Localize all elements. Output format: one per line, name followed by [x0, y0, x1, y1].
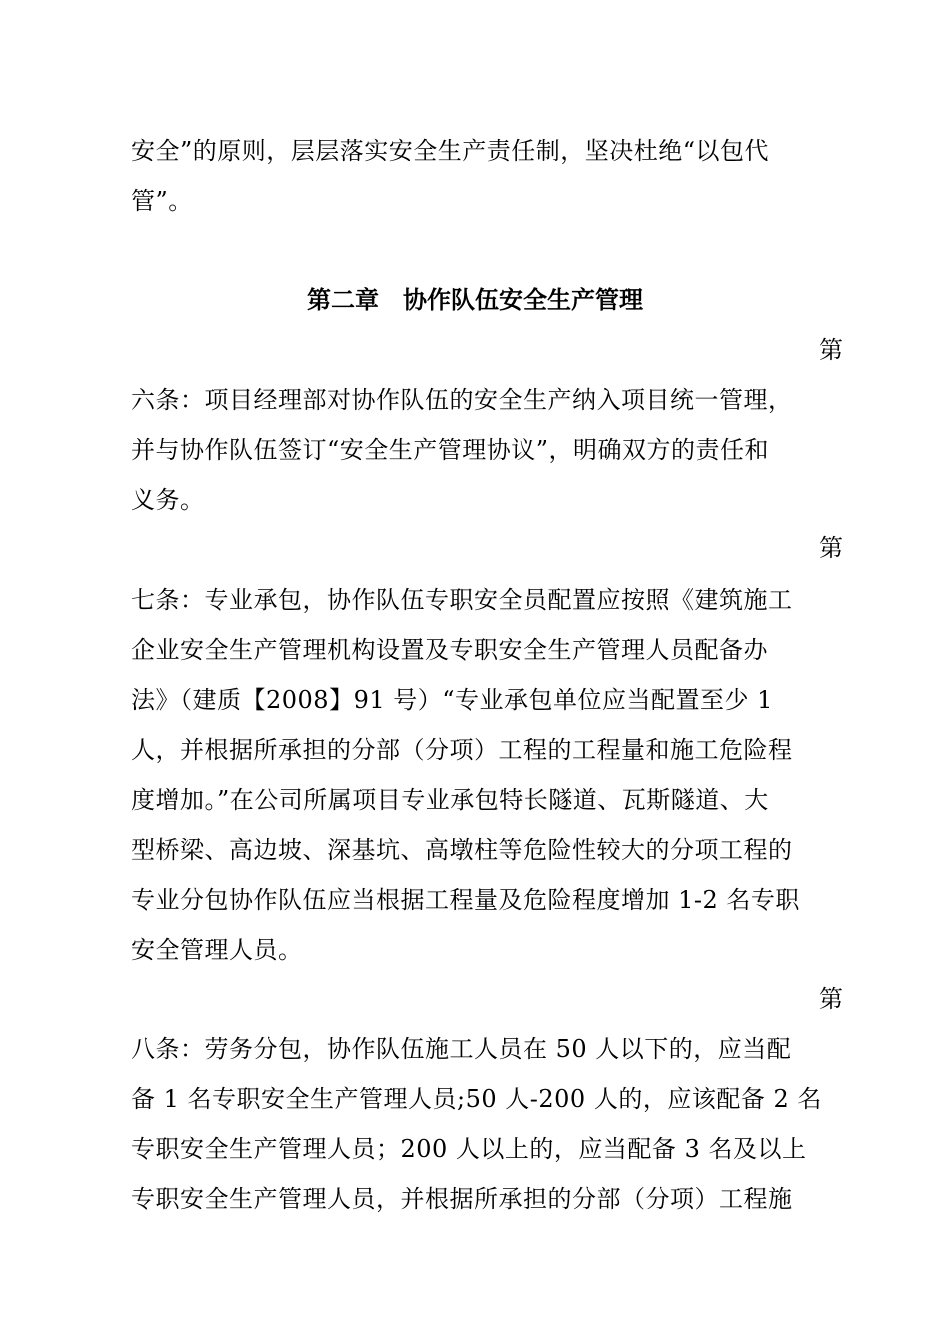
article-7-line-7: 专业分包协作队伍应当根据工程量及危险程度增加 1-2 名专职 — [131, 886, 800, 914]
article-8-line-3: 专职安全生产管理人员；200 人以上的，应当配备 3 名及以上 — [131, 1135, 807, 1163]
article-7-line-3: 法》（建质【2008】91 号）“专业承包单位应当配置至少 1 — [131, 686, 773, 714]
article-7-line-4: 人，并根据所承担的分部（分项）工程的工程量和施工危险程 — [131, 736, 793, 764]
article-8-line-2: 备 1 名专职安全生产管理人员;50 人-200 人的，应该配备 2 名 — [131, 1085, 822, 1113]
article-7-line-1: 七条：专业承包，协作队伍专职安全员配置应按照《建筑施工 — [131, 586, 793, 614]
article-7-line-5: 度增加。”在公司所属项目专业承包特长隧道、瓦斯隧道、大 — [131, 786, 769, 814]
intro-line-2: 管”。 — [131, 187, 193, 215]
article-8-line-1: 八条：劳务分包，协作队伍施工人员在 50 人以下的，应当配 — [131, 1035, 792, 1063]
article-7-line-8: 安全管理人员。 — [131, 936, 303, 964]
article-6-line-1: 六条：项目经理部对协作队伍的安全生产纳入项目统一管理， — [131, 386, 793, 414]
intro-line-1: 安全”的原则，层层落实安全生产责任制，坚决杜绝“以包代 — [131, 137, 770, 165]
article-7-line-2: 企业安全生产管理机构设置及专职安全生产管理人员配备办 — [131, 636, 768, 664]
article-6-line-3: 义务。 — [131, 486, 205, 514]
article-8-line-4: 专职安全生产管理人员，并根据所承担的分部（分项）工程施 — [131, 1185, 793, 1213]
article-8-marker: 第 — [819, 985, 843, 1013]
article-6-marker: 第 — [819, 336, 843, 364]
article-7-marker: 第 — [819, 534, 843, 562]
article-7-line-6: 型桥梁、高边坡、深基坑、高墩柱等危险性较大的分项工程的 — [131, 836, 793, 864]
chapter-title: 第二章 协作队伍安全生产管理 — [307, 286, 643, 314]
article-6-line-2: 并与协作队伍签订“安全生产管理协议”，明确双方的责任和 — [131, 436, 770, 464]
